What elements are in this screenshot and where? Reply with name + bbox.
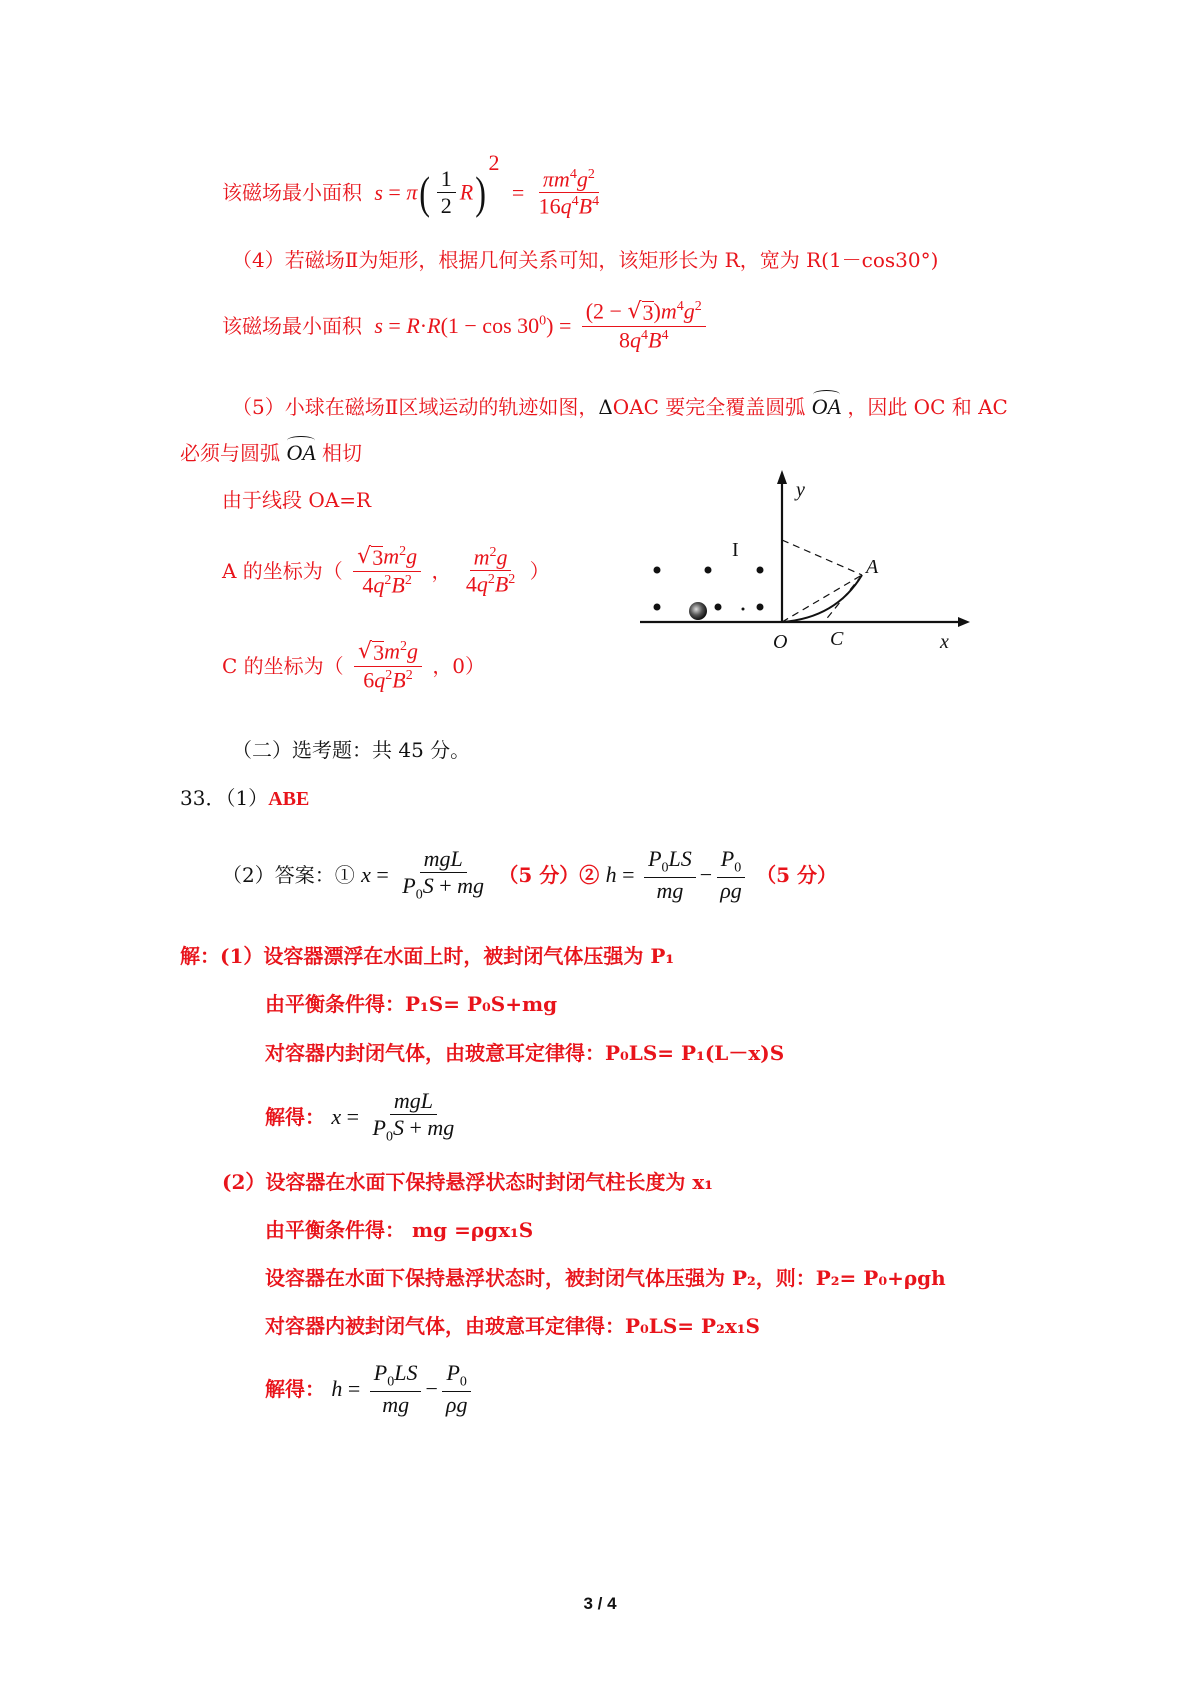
area-label-2: 该磁场最小面积 — [222, 313, 362, 338]
y-axis-label: y — [796, 479, 805, 501]
area-label-1: 该磁场最小面积 — [222, 180, 362, 205]
solution-line-6: 由平衡条件得： mg =ρgx₁S — [265, 1218, 534, 1242]
tangent-line: 必须与圆弧 OA 相切 — [180, 440, 363, 465]
solution-line-5: (2）设容器在水面下保持悬浮状态时封闭气柱长度为 x₁ — [222, 1170, 714, 1194]
solution-line-9: 解得： h = $\frac{P_0LS}{mg}$ − $\frac{P_0}{\rho g}$ — [265, 1362, 475, 1416]
page-number: 3 / 4 — [583, 1594, 617, 1613]
solution-line-3: 对容器内封闭气体，由玻意耳定律得：P₀LS= P₁(L－x)S — [265, 1041, 785, 1065]
region-label: I — [732, 539, 739, 561]
section-optional-heading: （二）选考题：共 45 分。 — [232, 738, 471, 762]
q33-part2-answer-line: （2）答案：① x = $\frac{\text{mgL}}{P_0S + mg}$ （5 分）② h = $\frac{P_0LS}{mg}$ − $\frac{P_0}{\rho g}$ （5 分） — [222, 846, 838, 904]
coordinate-C-line: C 的坐标为（ √ 3 $m^2g$ $6q^2B^2$ ，0） — [222, 638, 486, 693]
q33-part1-line: 33．（1）ABE — [180, 786, 310, 810]
solution-line-7: 设容器在水面下保持悬浮状态时，被封闭气体压强为 P₂，则：P₂= P₀+ρgh — [265, 1266, 946, 1290]
trajectory-description-line: （5）小球在磁场Ⅱ区域运动的轨迹如图，ΔOAC 要完全覆盖圆弧 OA ，因此 OC 和 AC — [232, 394, 1008, 419]
rect-dimension-line: （4）若磁场Ⅱ为矩形，根据几何关系可知，该矩形长为 R，宽为 R(1－cos30°) — [232, 248, 939, 272]
solution-line-8: 对容器内被封闭气体，由玻意耳定律得：P₀LS= P₂x₁S — [265, 1314, 760, 1338]
solution-line-2: 由平衡条件得：P₁S= P₀S+mg — [265, 992, 558, 1016]
arc-OA-symbol: OA — [811, 394, 841, 419]
origin-label: O — [773, 631, 788, 653]
ball-icon — [689, 602, 707, 620]
y-axis-arrow-icon — [777, 470, 787, 484]
coordinate-A-line: A 的坐标为（ √ 3 $m^2g$ $4q^2B^2$ ， $\frac{m^2g}{4q^2B^2}$ ） — [222, 543, 550, 598]
solution-line-1: 解：(1）设容器漂浮在水面上时，被封闭气体压强为 P₁ — [180, 944, 675, 968]
trajectory-diagram — [640, 470, 970, 660]
area-formula-line-1: 该磁场最小面积 s = π( $\frac{1}{2}$ R)$^2$ = $\frac{\pi m^4g^2}{16q^4B^4}$ — [222, 150, 600, 219]
area-formula-line-2: 该磁场最小面积 $s = R\cdot R(1 - \cos 30^0)$ = (2 − √ 3 )$m^4g^2$ $8q^4B^4$ — [222, 300, 710, 352]
x-axis-arrow-icon — [958, 617, 970, 627]
solution-line-4: 解得： x = $\frac{\text{mgL}}{P_0S + mg}$ — [265, 1088, 455, 1145]
arc-OA-symbol-2: OA — [286, 440, 316, 465]
x-axis-label: x — [940, 631, 949, 653]
point-A-label: A — [866, 556, 879, 578]
point-C-label: C — [830, 628, 844, 650]
segment-OA-line: 由于线段 OA=R — [222, 488, 372, 512]
